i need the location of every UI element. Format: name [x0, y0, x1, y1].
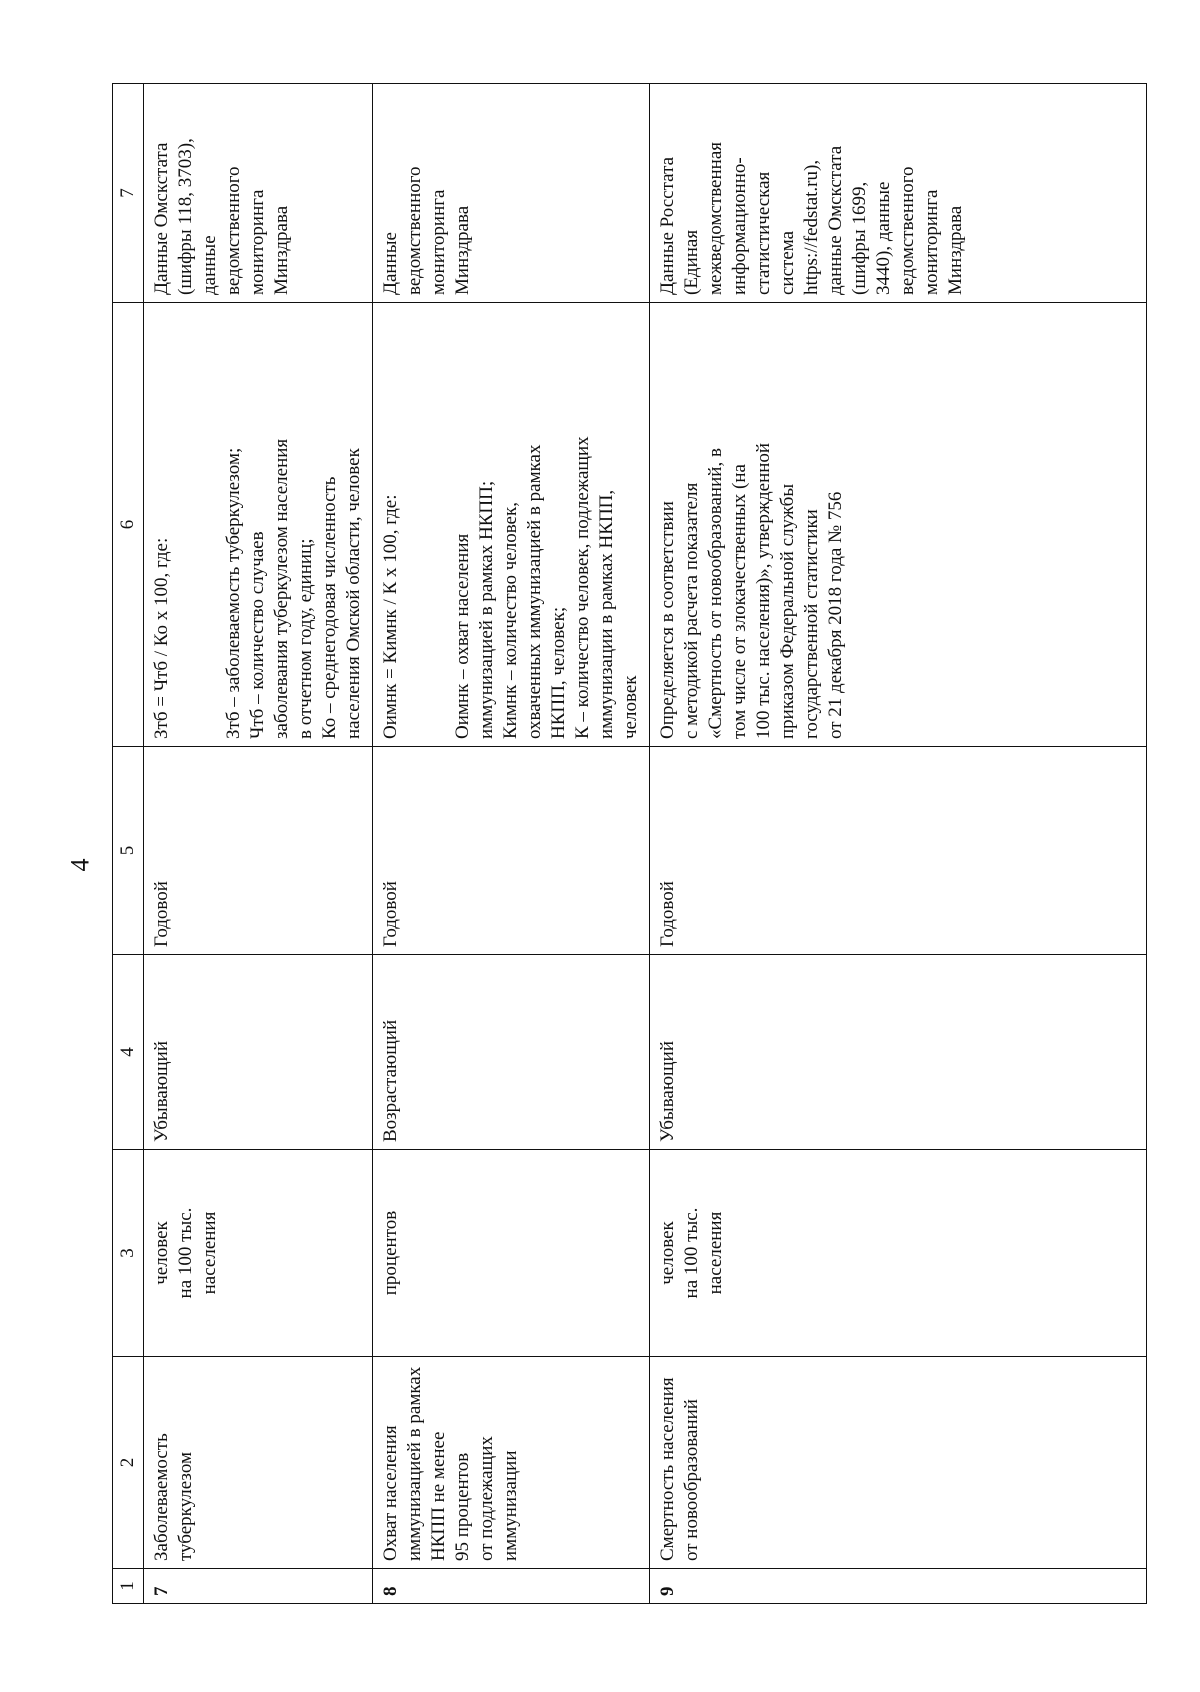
unit-cell: [373, 1150, 650, 1357]
source-line: (шифры 118, 3703),: [175, 138, 196, 295]
method-line: охваченных иммунизацией в рамках: [524, 444, 545, 739]
source-line: межведомственная: [705, 142, 726, 295]
method-line: заболевания туберкулезом населения: [271, 438, 292, 739]
method-line: Оимнк – охват населения: [452, 533, 473, 739]
source-line: ведомственного: [897, 166, 918, 295]
formula: Зтб = Чтб / Ко х 100, где:: [151, 537, 172, 739]
period-cell: Годовой: [373, 747, 650, 955]
column-number-3: 3: [113, 1150, 144, 1357]
row-number: 8: [373, 1569, 650, 1604]
source-line: мониторинга: [428, 189, 449, 295]
unit-line: человек: [151, 1221, 172, 1285]
indicator-line: Смертность населения: [657, 1377, 678, 1561]
unit-line: человек: [657, 1221, 678, 1285]
indicator-line: иммунизацией в рамках: [404, 1366, 425, 1561]
source-line: https://fedstat.ru),: [801, 159, 822, 295]
source-cell: [650, 84, 1147, 303]
source-line: Минздрава: [452, 205, 473, 295]
source-line: ведомственного: [404, 166, 425, 295]
unit-cell: [650, 1150, 1147, 1357]
page-number: 4: [65, 858, 95, 872]
source-line: (Единая: [681, 229, 702, 295]
source-line: информационно-: [729, 157, 750, 295]
method-line: Ко – среднегодовая численность: [319, 476, 340, 739]
method-line: в отчетном году, единиц;: [295, 538, 316, 739]
method-cell: [373, 303, 650, 747]
unit-line: населения: [705, 1211, 726, 1295]
unit-line: на 100 тыс.: [681, 1207, 702, 1299]
method-line: приказом Федеральной службы: [777, 483, 798, 739]
trend-cell: Убывающий: [650, 955, 1147, 1150]
method-line: иммунизацией в рамках НКПП;: [476, 480, 497, 739]
source-cell: [373, 84, 650, 303]
column-number-6: 6: [113, 303, 144, 747]
indicator-text: Заболеваемость туберкулезом: [151, 1433, 196, 1561]
table-header-row: [113, 84, 144, 1604]
table-row: [144, 84, 373, 1604]
source-line: Данные Омскстата: [151, 142, 172, 295]
source-line: мониторинга: [247, 189, 268, 295]
indicator-name: [650, 1357, 1147, 1569]
method-line: К – количество человек, подлежащих: [572, 436, 593, 739]
source-line: Данные Росстата: [657, 156, 678, 295]
source-line: (шифры 1699,: [849, 181, 870, 295]
indicator-line: от подлежащих: [476, 1436, 497, 1561]
indicator-line: 95 процентов: [452, 1452, 473, 1561]
column-number-2: 2: [113, 1357, 144, 1569]
indicator-name: [373, 1357, 650, 1569]
period-cell: Годовой: [144, 747, 373, 955]
source-line: мониторинга: [921, 189, 942, 295]
indicator-line: иммунизации: [500, 1450, 521, 1561]
unit-line: процентов: [380, 1210, 401, 1296]
trend-cell: Возрастающий: [373, 955, 650, 1150]
method-line: Определяется в соответствии: [657, 501, 678, 739]
method-cell: [144, 303, 373, 747]
row-number: 9: [650, 1569, 1147, 1604]
source-line: 3440), данные: [873, 181, 894, 295]
formula: Оимнк = Кимнк / К х 100, где:: [380, 494, 401, 739]
column-number-4: 4: [113, 955, 144, 1150]
source-line: Данные: [380, 232, 401, 295]
method-line: «Смертность от новообразований, в: [705, 448, 726, 739]
column-number-5: 5: [113, 747, 144, 955]
column-number-7: 7: [113, 84, 144, 303]
indicator-line: Охват населения: [380, 1425, 401, 1561]
column-number-1: 1: [113, 1569, 144, 1604]
trend-cell: Убывающий: [144, 955, 373, 1150]
method-line: с методикой расчета показателя: [681, 482, 702, 739]
source-line: Минздрава: [271, 205, 292, 295]
table-row: [373, 84, 650, 1604]
method-line: населения Омской области, человек: [343, 448, 364, 739]
table-row: [650, 84, 1147, 1604]
indicator-name: [144, 1357, 373, 1569]
unit-line: населения: [199, 1211, 220, 1295]
method-cell: [650, 303, 1147, 747]
method-line: том числе от злокачественных (на: [729, 464, 750, 739]
source-line: система: [777, 230, 798, 295]
unit-cell: [144, 1150, 373, 1357]
method-line: человек: [620, 675, 641, 739]
indicators-table: [112, 83, 1147, 1604]
source-line: Минздрава: [945, 205, 966, 295]
method-line: государственной статистики: [801, 509, 822, 739]
unit-line: на 100 тыс.: [175, 1207, 196, 1299]
indicator-line: НКПП не менее: [428, 1431, 449, 1561]
period-cell: Годовой: [650, 747, 1147, 955]
rotated-table-container: [112, 84, 1147, 1604]
source-cell: [144, 84, 373, 303]
method-line: Зтб – заболеваемость туберкулезом;: [223, 447, 244, 739]
method-line: 100 тыс. населения)», утвержденной: [753, 442, 774, 739]
source-line: данные Омскстата: [825, 145, 846, 295]
source-line: ведомственного: [223, 166, 244, 295]
method-line: иммунизации в рамках НКПП,: [596, 489, 617, 739]
method-line: Чтб – количество случаев: [247, 531, 268, 739]
source-line: статистическая: [753, 171, 774, 295]
row-number: 7: [144, 1569, 373, 1604]
indicator-line: от новообразований: [681, 1399, 702, 1561]
method-line: от 21 декабря 2018 года № 756: [825, 491, 846, 739]
source-line: данные: [199, 235, 220, 295]
method-line: Кимнк – количество человек,: [500, 502, 521, 739]
method-line: НКПП, человек;: [548, 606, 569, 739]
